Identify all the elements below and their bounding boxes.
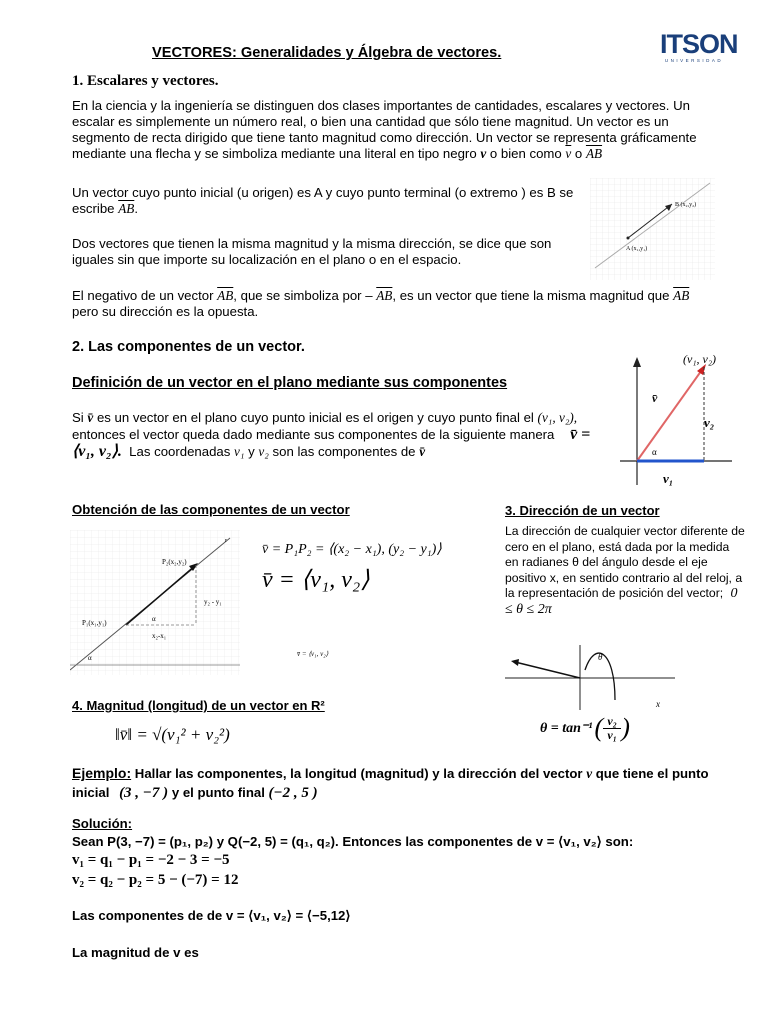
fig-alpha-2: α [88,654,92,662]
section-1-heading: 1. Escalares y vectores. [72,73,219,89]
s2-paragraph [72,409,632,460]
obt-eq-2: v̄ = ⟨v₁, v₂⟩ [262,567,370,593]
s1-paragraph-1 [72,98,722,162]
s1-p4c: , es un vector que tiene la misma magnitud que [392,288,670,303]
solucion-line-2: v₁ = q₁ − p₁ = −2 − 3 = −5 [72,852,230,868]
ejemplo-text: Hallar las componentes, la longitud (magnitud) y la dirección del vector [134,766,583,781]
fig-x: x [656,699,660,709]
ejemplo-text2: que tiene el punto inicial [72,766,709,800]
fig-P1: P₁(x₁,y₁) [82,619,107,627]
solucion-line-3: v₂ = q₂ − p₂ = 5 − (−7) = 12 [72,872,239,888]
s1-p4a: El negativo de un vector [72,288,214,303]
direction-num: v₂ [607,713,617,728]
figure-vector-AB [590,178,715,280]
s2-p2-eq: v̄ = [570,426,591,443]
fig-v2-label: v₂ [704,415,715,430]
arrow-AB-2: $\overline{AB}$ [118,201,135,216]
solucion-line-1: Sean P(3, −7) = (p₁, p₂) y Q(−2, 5) = (q₁, q₂). Entonces las componentes de v = ⟨v₁, v₂⟩ son: [72,834,634,849]
s2-p1: es un vector en el plano cuyo punto inicial es el origen y cuyo punto final el [96,410,534,425]
fig-theta: θ [598,652,603,662]
s2-v-end: v̄ [419,444,426,459]
fig-label-A: A (x₁,y₁) [626,246,648,252]
section-4-heading: 4. Magnitud (longitud) de un vector en R² [72,698,325,713]
fig-v-label: v̄ [652,391,658,405]
section-2-heading: 2. Las componentes de un vector. [72,339,305,355]
ejemplo-p-init: (3 , −7 ) [119,785,169,801]
s2-vbar: v̄ [87,410,94,425]
s1-p1-o: o [574,146,583,161]
fig-dy: y₂ - y₁ [204,598,222,606]
s3-ineq: 0 ≤ θ ≤ 2π [505,586,738,617]
ejemplo-text3: y el punto final [171,785,265,800]
arrow-AB-4: $\overline{AB}$ [376,288,393,303]
solucion-line-5: La magnitud de v es [72,945,199,960]
solucion-label: Solución: [72,816,133,831]
s1-paragraph-2: Un vector cuyo punto inicial (u origen) es A y cuyo punto terminal (o extremo ) es B se escribe $\overline{AB}$. [72,185,574,216]
obtencion-heading: Obtención de las componentes de un vector [72,502,350,517]
s1-p1-text: En la ciencia y la ingeniería se distinguen dos clases importantes de cantidades, escalares y vectores. Un escalar es simplemente un número real, o bien una cantidad que sólo tiene magnitud. Un vector es un segmento de recta dirigido que tiene tanto magnitud como dirección. Un vector se representa gráficamente mediante una flecha y se simboliza mediante una literal en tipo negro [72,98,697,161]
fig-label-B: B (x₂,y₂) [675,202,697,208]
figure-components [600,345,740,490]
s1-p2-text: Un vector cuyo punto inicial (u origen) es A y cuyo punto terminal (o extremo ) es B se escribe [72,185,574,216]
itson-logo [660,29,738,63]
s2-v2: v₂ [258,444,269,459]
fig-dx: x₂-x₁ [152,632,167,640]
obt-eq-small: v̄ = ⟨v₁, v₂⟩ [297,650,329,658]
logo-subtext: UNIVERSIDAD [664,58,724,63]
s2-p2: entonces el vector queda dado mediante sus componentes de la siguiente manera [72,427,555,442]
ejemplo-block [72,764,732,803]
s1-p4d: pero su dirección es la opuesta. [72,304,259,319]
section-2-subheading: Definición de un vector en el plano mediante sus componentes [72,375,508,391]
s3-paragraph [505,524,745,617]
obt-eq-1: v̄ = P₁P₂ = ⟨(x₂ − x₁), (y₂ − y₁)⟩ [262,542,442,557]
direction-den: v₁ [607,727,617,742]
fig-point-label: (v₁, v₂) [683,352,716,366]
s2-p1-pt: (v₁, v₂), [537,410,578,425]
arrow-AB-3: $\overline{AB}$ [217,288,234,303]
arrow-AB-5: $\overline{AB}$ [673,288,690,303]
bold-v: v [480,146,487,161]
magnitude-formula: ‖v̄‖ = √(v₁² + v₂²) [115,725,230,744]
solucion-line-4: Las componentes de de v = ⟨v₁, v₂⟩ = ⟨−5,12⟩ [72,908,351,923]
section-3-heading: 3. Dirección de un vector [505,503,660,518]
s3-text: La dirección de cualquier vector diferente de cero en el plano, está dada por la medida en radianes θ del ángulo desde el eje positivo x, en sentido contrario al del reloj, a la representación de posición del vector; [505,524,745,600]
fig-P2: P₂(x₂,y₂) [162,558,187,566]
ejemplo-v: v [586,766,593,781]
figure-obtencion [70,530,240,680]
s2-p3-end: son las componentes de [272,444,416,459]
s2-v1: v₁ [234,444,245,459]
fig-alpha-label: α [652,447,657,457]
direction-lhs: θ = tan⁻¹ [540,720,593,736]
arrow-v: $\overline{v}$ [565,146,572,161]
logo-text: ITSON [660,29,738,59]
s1-p1-mid: o bien como [489,146,562,161]
direction-formula: θ = tan⁻¹ ( v₂ v₁ ) [540,713,630,742]
s2-p3: Las coordenadas [129,444,231,459]
s1-paragraph-4 [72,288,722,320]
s1-paragraph-3: Dos vectores que tienen la misma magnitud y la misma dirección, se dice que son iguales sin que importe su localización en el plano o en el espacio. [72,236,552,267]
fig-alpha-1: α [152,615,156,623]
fig-r: r [225,538,227,544]
fig-v1-label: v₁ [663,471,674,486]
s2-y: y [248,444,255,459]
figure-direction [505,640,685,715]
arrow-AB: $\overline{AB}$ [585,146,603,161]
s2-si: Si [72,410,84,425]
s1-p4b: , que se simboliza por – [233,288,373,303]
ejemplo-label: Ejemplo: [72,765,132,781]
ejemplo-p-fin: (−2 , 5 ) [268,785,318,801]
page-title: VECTORES: Generalidades y Álgebra de vectores. [152,45,502,61]
s2-p3-vec: ⟨v₁, v₂⟩. [72,443,122,460]
